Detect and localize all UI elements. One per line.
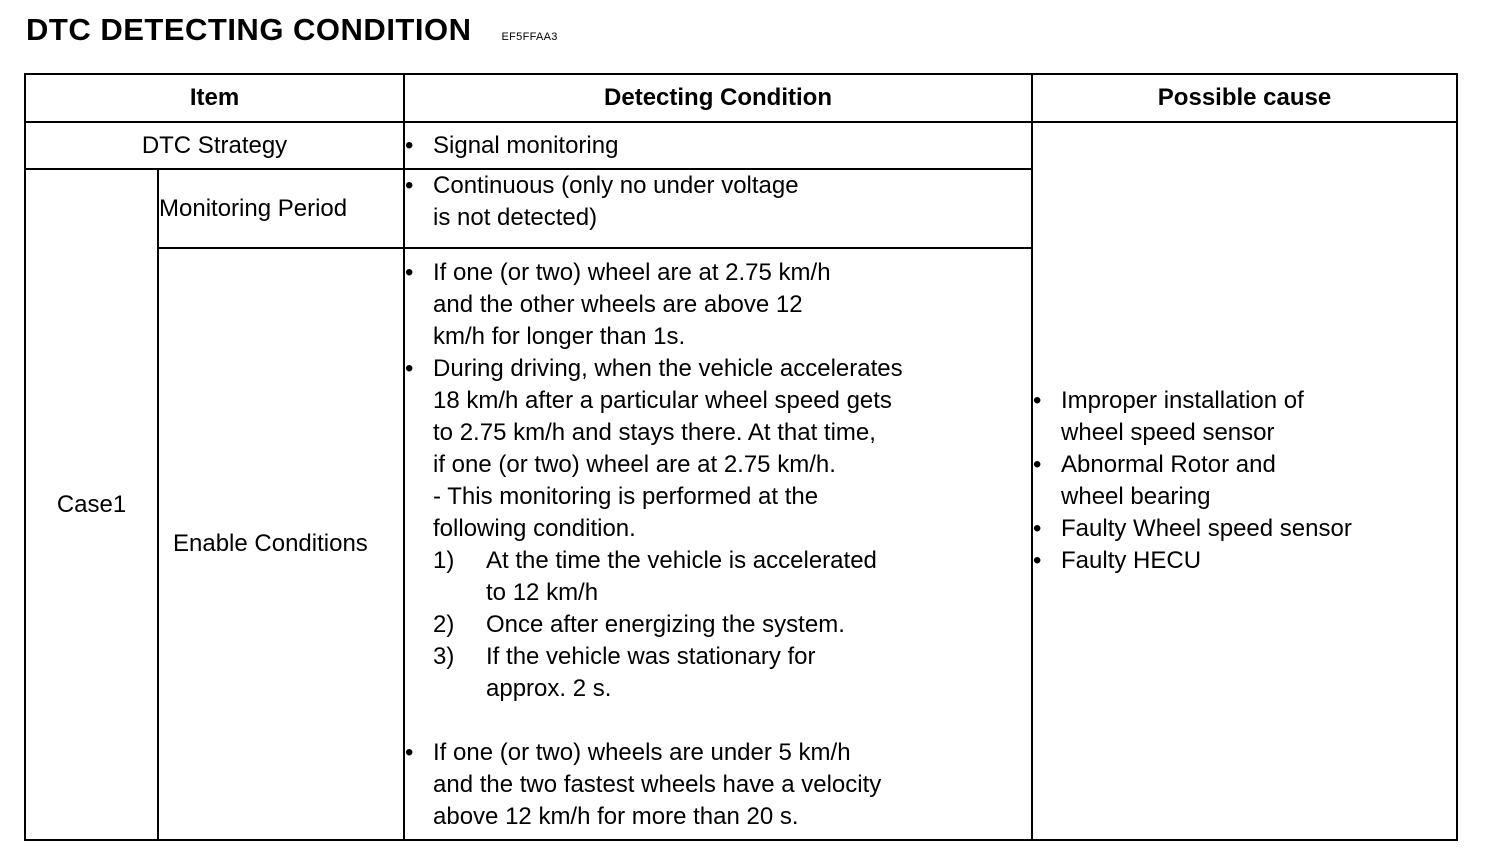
column-header-possible-cause: Possible cause xyxy=(1032,74,1457,122)
enable-conditions-list xyxy=(405,257,1031,833)
enable-conditions-cell xyxy=(404,248,1032,840)
title-row xyxy=(26,12,558,52)
list-item: • Improper installation of wheel speed sensor xyxy=(1033,385,1456,449)
sub-condition-3: 3) If the vehicle was stationary for approx. 2 s. xyxy=(433,643,816,702)
list-item: • During driving, when the vehicle accelerates 18 km/h after a particular wheel speed gets to 2.75 km/h and stays there. At that time, if one (or two) wheel are at 2.75 km/h. - This monitoring is performed at the following condition. 1) At the time the vehicle is accelerated to 12 km/h 2) Once after energizing the system. 3) If the vehicle was stationary for approx. 2 s. xyxy=(405,353,1031,737)
list-item: • Faulty HECU xyxy=(1033,545,1456,577)
table-header-row xyxy=(25,74,1457,122)
list-item: • Continuous (only no under voltage is not detected) xyxy=(405,170,1031,234)
dtc-strategy-label: DTC Strategy xyxy=(25,122,404,169)
list-item: • If one (or two) wheels are under 5 km/h and the two fastest wheels have a velocity above 12 km/h for more than 20 s. xyxy=(405,737,1031,833)
column-header-item: Item xyxy=(25,74,404,122)
monitoring-period-label: Monitoring Period xyxy=(158,169,404,248)
document-code: EF5FFAA3 xyxy=(501,31,558,43)
possible-cause-cell xyxy=(1032,122,1457,840)
case-label: Case1 xyxy=(25,169,158,840)
enable-conditions-label: Enable Conditions xyxy=(158,248,404,840)
list-item: • Faulty Wheel speed sensor xyxy=(1033,513,1456,545)
sub-condition-1: 1) At the time the vehicle is accelerated to 12 km/h xyxy=(433,547,877,606)
list-item: • Abnormal Rotor and wheel bearing xyxy=(1033,449,1456,513)
monitoring-period-condition-cell xyxy=(404,169,1032,248)
dtc-strategy-condition-cell xyxy=(404,122,1032,169)
dtc-condition-table xyxy=(24,73,1458,841)
possible-cause-list xyxy=(1033,385,1456,577)
sub-condition-2: 2) Once after energizing the system. xyxy=(433,611,845,638)
table-row-dtc-strategy xyxy=(25,122,1457,169)
column-header-detecting-condition: Detecting Condition xyxy=(404,74,1032,122)
page-title: DTC DETECTING CONDITION xyxy=(26,12,472,47)
dtc-strategy-condition: • Signal monitoring xyxy=(405,130,1031,162)
list-item: • If one (or two) wheel are at 2.75 km/h and the other wheels are above 12 km/h for longer than 1s. xyxy=(405,257,1031,353)
